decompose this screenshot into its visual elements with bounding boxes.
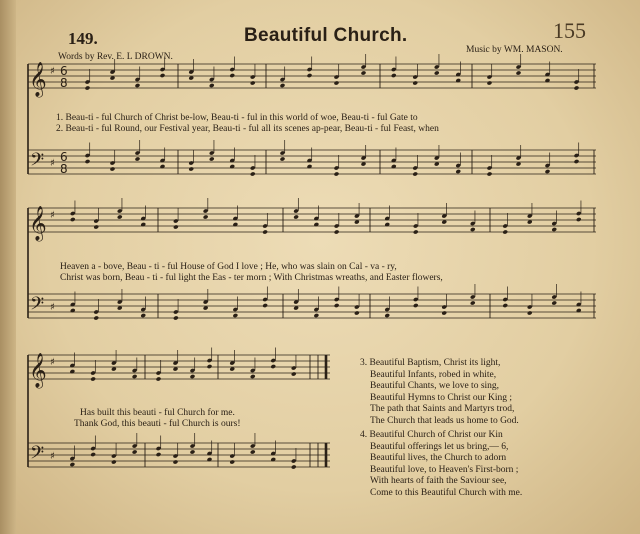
- system3-treble-note: [270, 364, 276, 369]
- system2-bass-note: [233, 313, 239, 318]
- system3-treble-note: [132, 374, 138, 379]
- system3-bass-note: [229, 459, 235, 464]
- system1-bass-note: [545, 169, 551, 174]
- verse-3: [360, 358, 519, 428]
- verse-4-line: 4. Beautiful Church of Christ our Kin: [360, 430, 503, 440]
- system3-bass-note: [173, 459, 179, 464]
- system1-bass-note: [188, 166, 194, 171]
- verse-4-line: Come to this Beautiful Church with me.: [370, 487, 523, 498]
- system3-treble-note: [90, 376, 96, 381]
- verse-3-line: Beautiful Chants, we love to sing,: [370, 381, 500, 392]
- system2-treble-clef: 𝄞: [29, 206, 47, 241]
- system1-time-sig: 6: [60, 150, 68, 164]
- system1-bass-note: [250, 171, 256, 176]
- system2-bass-note: [140, 313, 146, 318]
- system1-bass-note: [135, 156, 141, 161]
- system1-treble-clef: 𝄞: [29, 62, 47, 97]
- hymn-title: Beautiful Church.: [244, 25, 408, 46]
- system2-treble-note: [93, 224, 99, 229]
- system2-treble-note: [334, 229, 340, 234]
- system1-bass-note: [574, 159, 580, 164]
- system1-treble-note: [85, 85, 91, 90]
- system1-bass-note: [85, 159, 91, 164]
- system3-key-sharp: ♯: [50, 357, 55, 368]
- system1-key-sharp: ♯: [50, 66, 55, 77]
- system1-treble-note: [361, 70, 367, 75]
- system1-bass-note: [280, 156, 286, 161]
- system2-bass-note: [551, 300, 557, 305]
- system2-bass-note: [470, 300, 476, 305]
- system3-treble-note: [291, 371, 297, 376]
- system3-lyric-verse2: Thank God, this beauti - ful Church is ours!: [74, 419, 241, 429]
- verse-3-line: 3. Beautiful Baptism, Christ its light,: [360, 358, 501, 368]
- system2-bass-note: [334, 303, 340, 308]
- verse-4-line: Beautiful offerings let us bring,— 6,: [370, 441, 509, 452]
- system2-bass-note: [262, 303, 268, 308]
- system1-treble-note: [574, 85, 580, 90]
- system1-treble-note: [412, 80, 418, 85]
- system3-bass-note: [190, 449, 196, 454]
- system2-treble-note: [117, 214, 123, 219]
- system2-bass-note: [527, 310, 533, 315]
- system1-treble-note: [160, 73, 166, 78]
- system3-treble-note: [207, 364, 213, 369]
- verse-4-line: With hearts of faith the Saviour see,: [370, 476, 507, 487]
- system2-treble-note: [470, 227, 476, 232]
- verse-3-line: The path that Saints and Martyrs trod,: [370, 404, 515, 415]
- system1-treble-note: [487, 80, 493, 85]
- system3-treble-note: [190, 374, 196, 379]
- system2-bass-note: [354, 310, 360, 315]
- system1-bass-note: [209, 156, 215, 161]
- system1-treble-note: [135, 83, 141, 88]
- system2-treble-note: [262, 229, 268, 234]
- words-credit: Words by Rev. E. L DROWN.: [58, 52, 173, 62]
- system3-bass-note: [70, 462, 76, 467]
- system1-bass-note: [412, 171, 418, 176]
- system1-treble-note: [516, 70, 522, 75]
- system1-time-sig: 6: [60, 64, 68, 78]
- system1-bass-clef: 𝄢: [30, 150, 45, 175]
- system1-bass-note: [110, 166, 116, 171]
- system2-bass-clef: 𝄢: [30, 294, 45, 319]
- system3-bass-note: [250, 449, 256, 454]
- verse-4: [360, 430, 522, 500]
- system1-key-sharp: ♯: [50, 158, 55, 169]
- page-number: 155: [553, 18, 586, 43]
- system2-treble-note: [551, 227, 557, 232]
- system1-treble-note: [280, 83, 286, 88]
- system3-bass-clef: 𝄢: [30, 443, 45, 468]
- system2-bass-note: [384, 313, 390, 318]
- system1-lyric-verse1: 1. Beau-ti - ful Church of Christ be-low, Beau-ti - ful in this world of woe, Beau-ti - ful Gate to: [56, 113, 418, 123]
- system2-bass-note: [93, 315, 99, 320]
- system3-bass-note: [132, 449, 138, 454]
- system2-bass-note: [314, 313, 320, 318]
- system3-bass-note: [90, 452, 96, 457]
- system3-treble-note: [156, 376, 162, 381]
- system3-treble-clef: 𝄞: [29, 353, 47, 388]
- system2-bass-note: [173, 315, 179, 320]
- system3-bass-note: [291, 464, 297, 469]
- system1-lyric-verse2: 2. Beau-ti - ful Round, our Festival year, Beau-ti - ful all its scenes ap-pear, Beau-ti - ful Feast, when: [56, 124, 439, 134]
- system3-treble-note: [250, 374, 256, 379]
- system2-key-sharp: ♯: [50, 302, 55, 313]
- verse-3-line: Beautiful Hymns to Christ our King ;: [370, 392, 512, 403]
- system1-bass-note: [487, 171, 493, 176]
- system1-treble-note: [250, 80, 256, 85]
- system2-treble-note: [173, 224, 179, 229]
- system2-treble-note: [413, 229, 419, 234]
- system1-treble-note: [209, 83, 215, 88]
- system1-time-sig: 8: [60, 162, 68, 176]
- system2-lyric-verse2: Christ was born, Beau - ti - ful light the Eas - ter morn ; With Christmas wreaths, and Easter flowers,: [60, 273, 443, 283]
- system2-lyric-verse1: Heaven a - bove, Beau - ti - ful House of God I love ; He, who was slain on Cal - va - ry,: [60, 262, 397, 272]
- system3-lyric-verse1: Has built this beauti - ful Church for me.: [80, 408, 235, 418]
- system2-bass-note: [502, 303, 508, 308]
- system2-treble-note: [203, 214, 209, 219]
- system1-treble-note: [391, 73, 397, 78]
- system1-bass-note: [455, 169, 461, 174]
- system3-bass-note: [156, 452, 162, 457]
- system3-key-sharp: ♯: [50, 451, 55, 462]
- system1-treble-note: [229, 73, 235, 78]
- music-credit: Music by WM. MASON.: [466, 45, 563, 55]
- verse-4-line: Beautiful love, to Heaven's First-born ;: [370, 464, 519, 475]
- system2-bass-note: [441, 310, 447, 315]
- system1-treble-note: [434, 70, 440, 75]
- verse-4-line: Beautiful lives, the Church to adorn: [370, 453, 507, 464]
- system3-bass-note: [111, 459, 117, 464]
- system1-bass-note: [334, 171, 340, 176]
- verse-3-line: The Church that leads us home to God.: [370, 415, 519, 426]
- system1-treble-note: [334, 80, 340, 85]
- system1-time-sig: 8: [60, 76, 68, 90]
- system2-treble-note: [576, 217, 582, 222]
- system2-key-sharp: ♯: [50, 210, 55, 221]
- system2-bass-note: [413, 303, 419, 308]
- verse-3-line: Beautiful Infants, robed in white,: [370, 369, 497, 380]
- system2-treble-note: [70, 217, 76, 222]
- system2-treble-note: [293, 214, 299, 219]
- hymn-number: 149.: [68, 29, 98, 48]
- system1-treble-note: [307, 73, 313, 78]
- system2-treble-note: [502, 229, 508, 234]
